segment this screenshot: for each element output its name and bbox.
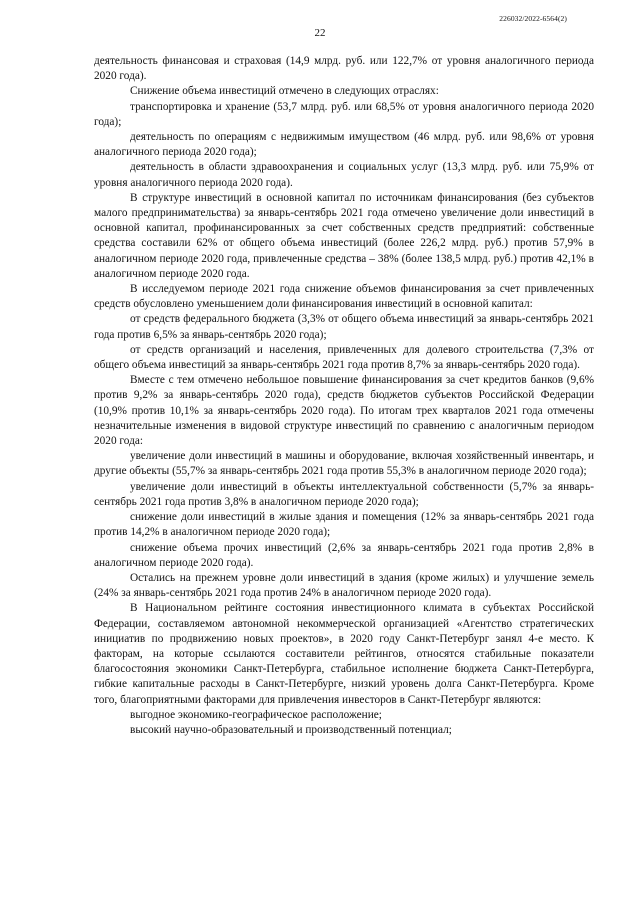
paragraph: Вместе с тем отмечено небольшое повышение финансирования за счет кредитов банков (9,6% против 9,2% за январь-сентябрь 2020 года), средств бюджетов субъектов Российской Федерации (10,9% против 10,1% за январь-сентябрь 2020 года). По итогам трех кварталов 2021 года отмечены незначительные изменения в видовой структуре инвестиций по сравнению с аналогичным периодом 2020 года: bbox=[94, 374, 594, 448]
list-item: снижение объема прочих инвестиций (2,6% за январь-сентябрь 2021 года против 2,8% в аналогичном периоде 2020 года). bbox=[94, 541, 594, 569]
list-item: снижение доли инвестиций в жилые здания и помещения (12% за январь-сентябрь 2021 года против 14,2% в аналогичном периоде 2020 года); bbox=[94, 511, 594, 539]
paragraph: В исследуемом периоде 2021 года снижение объемов финансирования за счет привлеченных средств обусловлено уменьшением доли финансирования инвестиций в основной капитал: bbox=[94, 283, 594, 311]
list-item: высокий научно-образовательный и производственный потенциал; bbox=[130, 723, 452, 736]
list-item: деятельность по операциям с недвижимым имуществом (46 млрд. руб. или 98,6% от уровня аналогичного периода 2020 года); bbox=[94, 131, 594, 159]
document-body bbox=[94, 54, 594, 738]
list-item: от средств организаций и населения, привлеченных для долевого строительства (7,3% от общего объема инвестиций за январь-сентябрь 2021 года против 8,7% за январь-сентябрь 2020 года). bbox=[94, 343, 594, 372]
list-item: деятельность в области здравоохранения и социальных услуг (13,3 млрд. руб. или 75,9% от уровня аналогичного периода 2020 года). bbox=[94, 161, 594, 189]
list-item: увеличение доли инвестиций в объекты интеллектуальной собственности (5,7% за январь-сентябрь 2021 года против 3,8% в аналогичном периоде 2020 года); bbox=[94, 480, 594, 508]
page-number: 22 bbox=[314, 27, 326, 39]
paragraph: Остались на прежнем уровне доли инвестиций в здания (кроме жилых) и улучшение земель (24% за январь-сентябрь 2021 года против 24% в аналогичном периоде 2020 года). bbox=[94, 571, 594, 600]
paragraph: В структуре инвестиций в основной капитал по источникам финансирования (без субъектов малого предпринимательства) за январь-сентябрь 2021 года отмечено увеличение доли инвестиций в основной капитал, профинансированных за счет собственных средств предприятий: собственные средства составили 62% от общего объема инвестиций (более 226,2 млрд. руб.) против 57,9% в аналогичном периоде 2020 года, привлеченные средства – 38% (более 138,5 млрд. руб.) против 42,1% в аналогичном периоде 2020 года. bbox=[94, 191, 594, 280]
paragraph: деятельность финансовая и страховая (14,9 млрд. руб. или 122,7% от уровня аналогичного периода 2020 года). bbox=[94, 55, 594, 83]
list-item: от средств федерального бюджета (3,3% от общего объема инвестиций за январь-сентябрь 2021 года против 6,5% за январь-сентябрь 2020 года); bbox=[94, 313, 594, 341]
document-number: 226032/2022-6564(2) bbox=[499, 14, 567, 23]
list-item: транспортировка и хранение (53,7 млрд. руб. или 68,5% от уровня аналогичного периода 2020 года); bbox=[94, 100, 594, 128]
list-item: выгодное экономико-географическое расположение; bbox=[130, 708, 382, 721]
paragraph: В Национальном рейтинге состояния инвестиционного климата в субъектах Российской Федерации, составляемом автономной некоммерческой организацией «Агентство стратегических инициатив по продвижению новых проектов», в 2020 году Санкт-Петербург занял 4-е место. К факторам, на которые ссылаются составители рейтингов, относятся стабильные показатели благосостояния экономики Санкт-Петербурга, стабильное исполнение бюджета Санкт-Петербурга, гибкие капитальные расходы в Санкт-Петербурге, низкий уровень долга Санкт-Петербурга. Кроме того, благоприятными факторами для привлечения инвесторов в Санкт-Петербург являются: bbox=[94, 602, 594, 706]
paragraph: Снижение объема инвестиций отмечено в следующих отраслях: bbox=[130, 85, 439, 98]
list-item: увеличение доли инвестиций в машины и оборудование, включая хозяйственный инвентарь, и другие объекты (55,7% за январь-сентябрь 2021 года против 55,3% в аналогичном периоде 2020 года); bbox=[94, 450, 594, 478]
